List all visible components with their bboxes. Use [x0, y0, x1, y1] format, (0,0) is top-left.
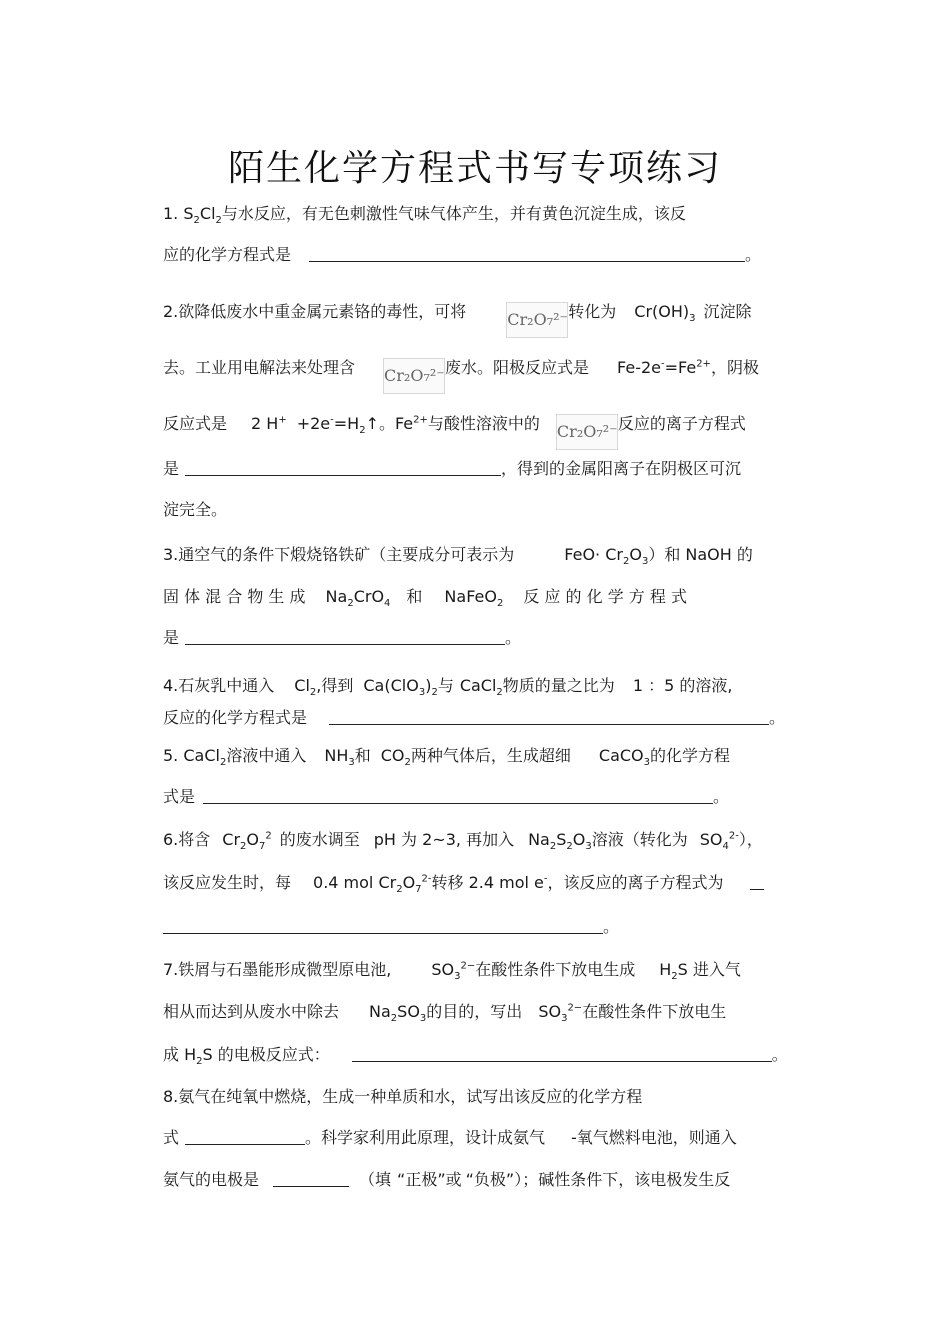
answer-blank[interactable] [329, 708, 769, 725]
page-title: 陌生化学方程式书写专项练习 [227, 148, 722, 189]
answer-blank[interactable] [163, 917, 603, 934]
q2-line-4: 是 ，得到的金属阳离子在阴极区可沉 [163, 459, 742, 478]
q1-line-1: 1. $S_2Cl_2$与水反应，有无色刺激性气味气体产生，并有黄色沉淀生成，该反 [163, 204, 686, 227]
answer-blank[interactable] [352, 1045, 772, 1062]
q8-line-1: 8.氨气在纯氧中燃烧，生成一种单质和水，试写出该反应的化学方程 [163, 1087, 643, 1106]
q2-line-3: 反应式是 2 $H^+ +2e^-=H_2↑$。$Fe^{2+}$与酸性溶液中的 Cr₂O₇²⁻反应的离子方程式 [163, 414, 746, 450]
q4-line-1: 4.石灰乳中通入 $Cl_2$,得到 $Ca(ClO_3)_2$与 CaCl$_2$物质的量之比为 1 ：5 的溶液, [163, 676, 733, 699]
q8-line-3: 氨气的电极是 （填 “正极”或 “负极”）；碱性条件下，该电极发生反 [163, 1170, 731, 1189]
answer-blank[interactable] [309, 245, 745, 262]
q1-line-2: 应的化学方程式是 。 [163, 245, 762, 264]
q7-line-2: 相从而达到从废水中除去 $Na_2SO_3$的目的，写出 $SO_3^{2-}$在酸性条件下放电生 [163, 1002, 727, 1025]
q2-line-2: 去。工业用电解法来处理含 Cr₂O₇²⁻废水。阳极反应式是 $Fe-2e^-=Fe^{2+}$，阴极 [163, 358, 759, 394]
dichromate-formula-image: Cr₂O₇²⁻ [506, 302, 568, 338]
q6-line-3: 。 [163, 917, 619, 937]
q3-line-1: 3.通空气的条件下煅烧铬铁矿（主要成分可表示为 $FeO\cdot Cr_2O_3$）和 NaOH 的 [163, 545, 753, 568]
answer-blank[interactable] [273, 1170, 349, 1187]
q3-line-3: 是 。 [163, 628, 522, 647]
dichromate-formula-image: Cr₂O₇²⁻ [556, 414, 618, 450]
q6-line-2: 该反应发生时，每 0.4 mol $Cr_2O_7^{2-}$转移 2.4 mol e-，该反应的离子方程式为 [163, 873, 764, 893]
q5-line-2: 式是 。 [163, 787, 730, 806]
answer-blank[interactable] [203, 787, 713, 804]
answer-blank[interactable] [185, 1128, 305, 1145]
answer-blank[interactable] [750, 873, 764, 890]
q4-line-2: 反应的化学方程式是 。 [163, 708, 786, 727]
q2-line-1: 2.欲降低废水中重金属元素铬的毒性，可将 Cr₂O₇²⁻转化为 $Cr(OH)_3$ 沉淀除 [163, 302, 752, 338]
answer-blank[interactable] [185, 459, 501, 476]
q7-line-3: 成 $H_2S$ 的电极反应式： 。 [163, 1045, 788, 1068]
dichromate-formula-image: Cr₂O₇²⁻ [383, 358, 445, 394]
q3-line-2: 固 体 混 合 物 生 成 $Na_2CrO_4$ 和 NaFeO$_2$ 反 应 的 化 学 方 程 式 [163, 587, 687, 610]
q8-line-2: 式 。科学家利用此原理，设计成氨气 -氧气燃料电池，则通入 [163, 1128, 737, 1147]
q7-line-1: 7.铁屑与石墨能形成微型原电池, $SO_3^{2-}$在酸性条件下放电生成 $H_2S$ 进入气 [163, 960, 741, 983]
q2-line-5: 淀完全。 [163, 500, 228, 519]
q6-line-1: 6.将含 $Cr_2O_7^2$ 的废水调至 pH 为 2~3, 再加入 $Na_2S_2O_3$溶液（转化为 $SO_4^{2-}$）， [163, 830, 763, 853]
q5-line-1: 5. CaCl$_2$溶液中通入 $NH_3$和 $CO_2$两种气体后，生成超细 CaCO$_3$的化学方程 [163, 746, 731, 769]
answer-blank[interactable] [185, 628, 505, 645]
